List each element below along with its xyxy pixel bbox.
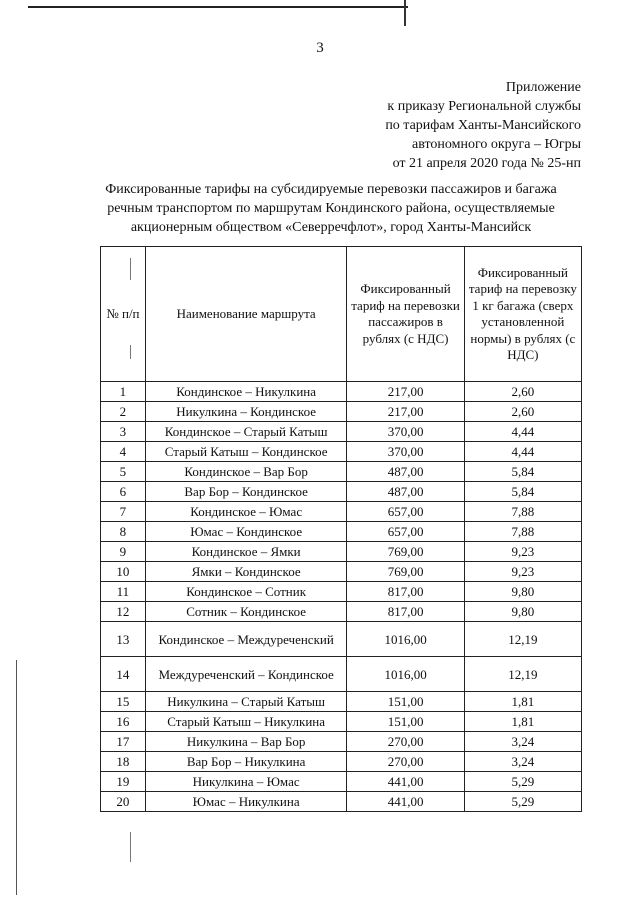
- cell-number: 2: [101, 402, 146, 422]
- cell-passenger-tariff: 769,00: [347, 562, 464, 582]
- cell-passenger-tariff: 769,00: [347, 542, 464, 562]
- table-row: [101, 522, 582, 542]
- header-number: № п/п: [101, 247, 146, 382]
- cell-route: Кондинское – Ямки: [145, 542, 347, 562]
- cell-baggage-tariff: 3,24: [464, 752, 581, 772]
- cell-route: Ямки – Кондинское: [145, 562, 347, 582]
- cell-baggage-tariff: 3,24: [464, 732, 581, 752]
- document-title: [96, 180, 566, 237]
- cell-passenger-tariff: 487,00: [347, 482, 464, 502]
- scan-margin-line: [16, 660, 17, 895]
- annex-line: к приказу Региональной службы: [387, 99, 581, 114]
- cell-baggage-tariff: 7,88: [464, 522, 581, 542]
- cell-number: 13: [101, 622, 146, 657]
- cell-number: 7: [101, 502, 146, 522]
- cell-number: 16: [101, 712, 146, 732]
- cell-route: Кондинское – Вар Бор: [145, 462, 347, 482]
- page-number: 3: [316, 40, 324, 56]
- cell-route: Сотник – Кондинское: [145, 602, 347, 622]
- scan-top-tick: [404, 0, 406, 26]
- cell-passenger-tariff: 487,00: [347, 462, 464, 482]
- cell-number: 20: [101, 792, 146, 812]
- cell-number: 1: [101, 382, 146, 402]
- cell-route: Никулкина – Вар Бор: [145, 732, 347, 752]
- cell-route: Кондинское – Юмас: [145, 502, 347, 522]
- cell-passenger-tariff: 817,00: [347, 582, 464, 602]
- cell-passenger-tariff: 217,00: [347, 382, 464, 402]
- cell-baggage-tariff: 12,19: [464, 657, 581, 692]
- title-line: акционерным обществом «Северречфлот», город Ханты-Мансийск: [130, 220, 532, 235]
- cell-passenger-tariff: 270,00: [347, 732, 464, 752]
- cell-passenger-tariff: 270,00: [347, 752, 464, 772]
- table-row: [101, 442, 582, 462]
- cell-route: Юмас – Никулкина: [145, 792, 347, 812]
- table-row: [101, 502, 582, 522]
- cell-number: 19: [101, 772, 146, 792]
- table-row: [101, 422, 582, 442]
- table-row: [101, 582, 582, 602]
- annex-line: по тарифам Ханты-Мансийского: [385, 118, 581, 133]
- table-body: [101, 382, 582, 812]
- cell-number: 4: [101, 442, 146, 462]
- cell-baggage-tariff: 12,19: [464, 622, 581, 657]
- cell-number: 5: [101, 462, 146, 482]
- cell-route: Старый Катыш – Никулкина: [145, 712, 347, 732]
- cell-route: Кондинское – Сотник: [145, 582, 347, 602]
- cell-number: 14: [101, 657, 146, 692]
- cell-route: Никулкина – Юмас: [145, 772, 347, 792]
- table-row: [101, 602, 582, 622]
- cell-number: 8: [101, 522, 146, 542]
- header-route-name: Наименование маршрута: [145, 247, 347, 382]
- cell-baggage-tariff: 7,88: [464, 502, 581, 522]
- table-row: [101, 542, 582, 562]
- cell-passenger-tariff: 1016,00: [347, 657, 464, 692]
- cell-number: 10: [101, 562, 146, 582]
- scan-artifact-mark: [130, 832, 131, 862]
- title-line: Фиксированные тарифы на субсидируемые перевозки пассажиров и багажа: [105, 182, 557, 197]
- table-row: [101, 772, 582, 792]
- cell-passenger-tariff: 441,00: [347, 792, 464, 812]
- cell-baggage-tariff: 5,29: [464, 772, 581, 792]
- header-passenger-tariff: Фиксированный тариф на перевозки пассажиров в рублях (с НДС): [347, 247, 464, 382]
- cell-route: Междуреченский – Кондинское: [145, 657, 347, 692]
- cell-number: 12: [101, 602, 146, 622]
- title-line: речным транспортом по маршрутам Кондинского района, осуществляемые: [107, 201, 555, 216]
- annex-line: Приложение: [505, 80, 581, 95]
- header-baggage-tariff: Фиксированный тариф на перевозку 1 кг багажа (сверх установленной нормы) в рублях (с НДС): [464, 247, 581, 382]
- annex-line: от 21 апреля 2020 года № 25-нп: [392, 156, 581, 171]
- cell-baggage-tariff: 4,44: [464, 422, 581, 442]
- cell-passenger-tariff: 657,00: [347, 502, 464, 522]
- cell-passenger-tariff: 217,00: [347, 402, 464, 422]
- cell-number: 15: [101, 692, 146, 712]
- scan-top-rule: [28, 6, 408, 8]
- cell-passenger-tariff: 1016,00: [347, 622, 464, 657]
- cell-route: Кондинское – Междуреченский: [145, 622, 347, 657]
- cell-route: Юмас – Кондинское: [145, 522, 347, 542]
- cell-baggage-tariff: 9,23: [464, 562, 581, 582]
- table-header-row: [101, 247, 582, 382]
- cell-route: Вар Бор – Кондинское: [145, 482, 347, 502]
- cell-route: Никулкина – Старый Катыш: [145, 692, 347, 712]
- cell-baggage-tariff: 9,80: [464, 602, 581, 622]
- tariffs-table: [100, 246, 582, 812]
- cell-route: Старый Катыш – Кондинское: [145, 442, 347, 462]
- table-row: [101, 732, 582, 752]
- cell-number: 9: [101, 542, 146, 562]
- cell-baggage-tariff: 9,23: [464, 542, 581, 562]
- cell-route: Кондинское – Старый Катыш: [145, 422, 347, 442]
- table-row: [101, 382, 582, 402]
- cell-number: 17: [101, 732, 146, 752]
- cell-passenger-tariff: 441,00: [347, 772, 464, 792]
- cell-baggage-tariff: 5,84: [464, 462, 581, 482]
- cell-baggage-tariff: 4,44: [464, 442, 581, 462]
- table-row: [101, 402, 582, 422]
- table-row: [101, 622, 582, 657]
- cell-route: Вар Бор – Никулкина: [145, 752, 347, 772]
- table-row: [101, 712, 582, 732]
- cell-passenger-tariff: 370,00: [347, 422, 464, 442]
- cell-baggage-tariff: 1,81: [464, 692, 581, 712]
- table-row: [101, 692, 582, 712]
- cell-route: Никулкина – Кондинское: [145, 402, 347, 422]
- annex-line: автономного округа – Югры: [412, 137, 581, 152]
- cell-baggage-tariff: 5,29: [464, 792, 581, 812]
- table-row: [101, 657, 582, 692]
- cell-passenger-tariff: 370,00: [347, 442, 464, 462]
- cell-baggage-tariff: 2,60: [464, 402, 581, 422]
- cell-passenger-tariff: 817,00: [347, 602, 464, 622]
- cell-baggage-tariff: 1,81: [464, 712, 581, 732]
- table-row: [101, 462, 582, 482]
- cell-route: Кондинское – Никулкина: [145, 382, 347, 402]
- cell-number: 3: [101, 422, 146, 442]
- cell-baggage-tariff: 2,60: [464, 382, 581, 402]
- table-row: [101, 482, 582, 502]
- cell-number: 11: [101, 582, 146, 602]
- annex-block: [385, 78, 581, 173]
- cell-passenger-tariff: 151,00: [347, 692, 464, 712]
- table-row: [101, 562, 582, 582]
- cell-passenger-tariff: 657,00: [347, 522, 464, 542]
- cell-baggage-tariff: 5,84: [464, 482, 581, 502]
- table-row: [101, 752, 582, 772]
- table-row: [101, 792, 582, 812]
- cell-number: 18: [101, 752, 146, 772]
- cell-number: 6: [101, 482, 146, 502]
- cell-baggage-tariff: 9,80: [464, 582, 581, 602]
- cell-passenger-tariff: 151,00: [347, 712, 464, 732]
